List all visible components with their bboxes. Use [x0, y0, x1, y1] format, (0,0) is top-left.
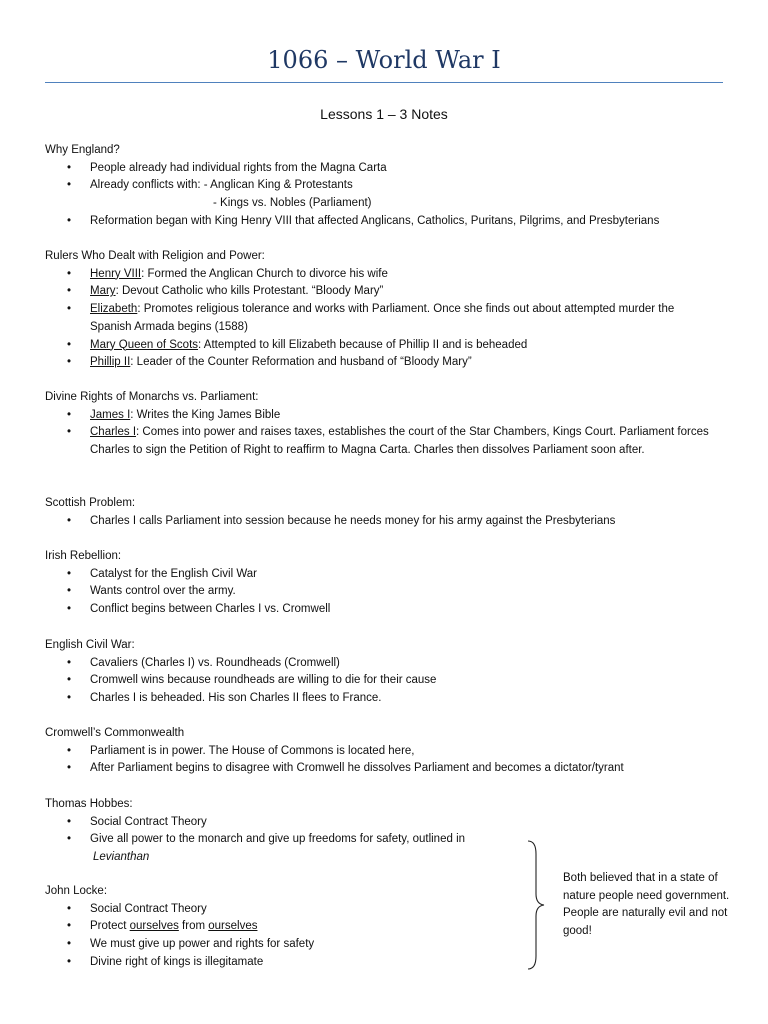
list-item: • Parliament is in power. The House of Commons is located here, — [45, 743, 624, 761]
list-item — [45, 424, 715, 459]
ruler-name: James I — [90, 408, 131, 421]
section-heading: Cromwell’s Commonwealth — [45, 727, 185, 739]
list-item: • Wants control over the army. — [45, 583, 330, 601]
list-item: • Already conflicts with: - Anglican King & Protestants — [45, 177, 659, 195]
ruler-description: : Leader of the Counter Reformation and husband of “Bloody Mary” — [130, 356, 472, 369]
section-divine-rights — [45, 389, 715, 460]
list-item-continuation: - Kings vs. Nobles (Parliament) — [213, 197, 372, 210]
section-rulers — [45, 248, 715, 372]
text-run-underlined: ourselves — [208, 920, 258, 933]
section-heading: Thomas Hobbes: — [45, 798, 133, 810]
list-item — [45, 283, 715, 301]
section-heading: Why England? — [45, 144, 120, 156]
curly-brace-icon — [526, 840, 548, 970]
ruler-description: : Writes the King James Bible — [130, 408, 281, 421]
list-item — [45, 407, 715, 425]
section-why-england — [45, 142, 659, 231]
ruler-name: Elizabeth — [90, 303, 138, 316]
section-heading: John Locke: — [45, 885, 108, 897]
ruler-name: Charles I — [90, 426, 137, 439]
list-item: • Conflict begins between Charles I vs. Cromwell — [45, 601, 330, 619]
section-heading: Divine Rights of Monarchs vs. Parliament: — [45, 391, 259, 403]
ruler-name: Henry VIII — [90, 267, 142, 280]
list-item: • Social Contract Theory — [45, 901, 314, 919]
section-cromwells-commonwealth — [45, 725, 624, 778]
list-item: • Cromwell wins because roundheads are willing to die for their cause — [45, 672, 436, 690]
text-run: Protect — [90, 920, 130, 933]
section-heading: Scottish Problem: — [45, 497, 136, 509]
ruler-name: Phillip II — [90, 356, 131, 369]
list-item — [45, 918, 314, 936]
page-subtitle: Lessons 1 – 3 Notes — [320, 106, 448, 122]
ruler-description: : Promotes religious tolerance and works with Parliament. Once she finds out about attempted murder the Spanish Armada begins (1588) — [90, 303, 675, 333]
ruler-description: : Attempted to kill Elizabeth because of Phillip II and is beheaded — [198, 338, 528, 351]
text-run-underlined: ourselves — [129, 920, 179, 933]
section-john-locke — [45, 883, 314, 972]
list-item: • People already had individual rights from the Magna Carta — [45, 160, 659, 178]
section-heading: English Civil War: — [45, 639, 135, 651]
page-title: 1066 – World War I — [267, 46, 501, 74]
list-item: • We must give up power and rights for safety — [45, 936, 314, 954]
section-heading: Rulers Who Dealt with Religion and Power: — [45, 250, 265, 262]
list-item — [45, 354, 715, 372]
list-item: • Catalyst for the English Civil War — [45, 566, 330, 584]
list-item: • Charles I calls Parliament into session because he needs money for his army against the Presbyterians — [45, 513, 615, 531]
side-note: Both believed that in a state of nature people need government. People are naturally evil and not good! — [563, 872, 730, 938]
text-run: from — [178, 920, 209, 933]
section-english-civil-war — [45, 637, 436, 708]
list-item — [45, 266, 715, 284]
section-heading: Irish Rebellion: — [45, 550, 122, 562]
list-item: • Social Contract Theory — [45, 814, 465, 832]
list-item: • Charles I is beheaded. His son Charles II flees to France. — [45, 690, 436, 708]
list-item: • Cavaliers (Charles I) vs. Roundheads (Cromwell) — [45, 655, 436, 673]
list-item — [45, 301, 715, 336]
title-divider — [45, 82, 723, 83]
list-item: • Give all power to the monarch and give up freedoms for safety, outlined in — [45, 831, 465, 849]
list-item: • Reformation began with King Henry VIII that affected Anglicans, Catholics, Puritans, Pilgrims, and Presbyterians — [45, 213, 659, 231]
ruler-description: : Formed the Anglican Church to divorce his wife — [141, 267, 388, 280]
list-item — [45, 337, 715, 355]
ruler-name: Mary Queen of Scots — [90, 338, 199, 351]
section-scottish-problem — [45, 495, 615, 530]
ruler-description: : Devout Catholic who kills Protestant. “Bloody Mary” — [115, 285, 384, 298]
list-item: • After Parliament begins to disagree with Cromwell he dissolves Parliament and becomes a dictator/tyrant — [45, 760, 624, 778]
list-item: • Divine right of kings is illegitamate — [45, 954, 314, 972]
ruler-name: Mary — [90, 285, 116, 298]
section-irish-rebellion — [45, 548, 330, 619]
ruler-description: : Comes into power and raises taxes, establishes the court of the Star Chambers, Kings Court. Parliament forces Charles to sign the Petition of Right to reaffirm to Magna Carta. Charles then dissolves Parliament soon after. — [90, 426, 709, 457]
section-thomas-hobbes — [45, 796, 465, 867]
list-item-continuation: Levianthan — [93, 851, 150, 864]
